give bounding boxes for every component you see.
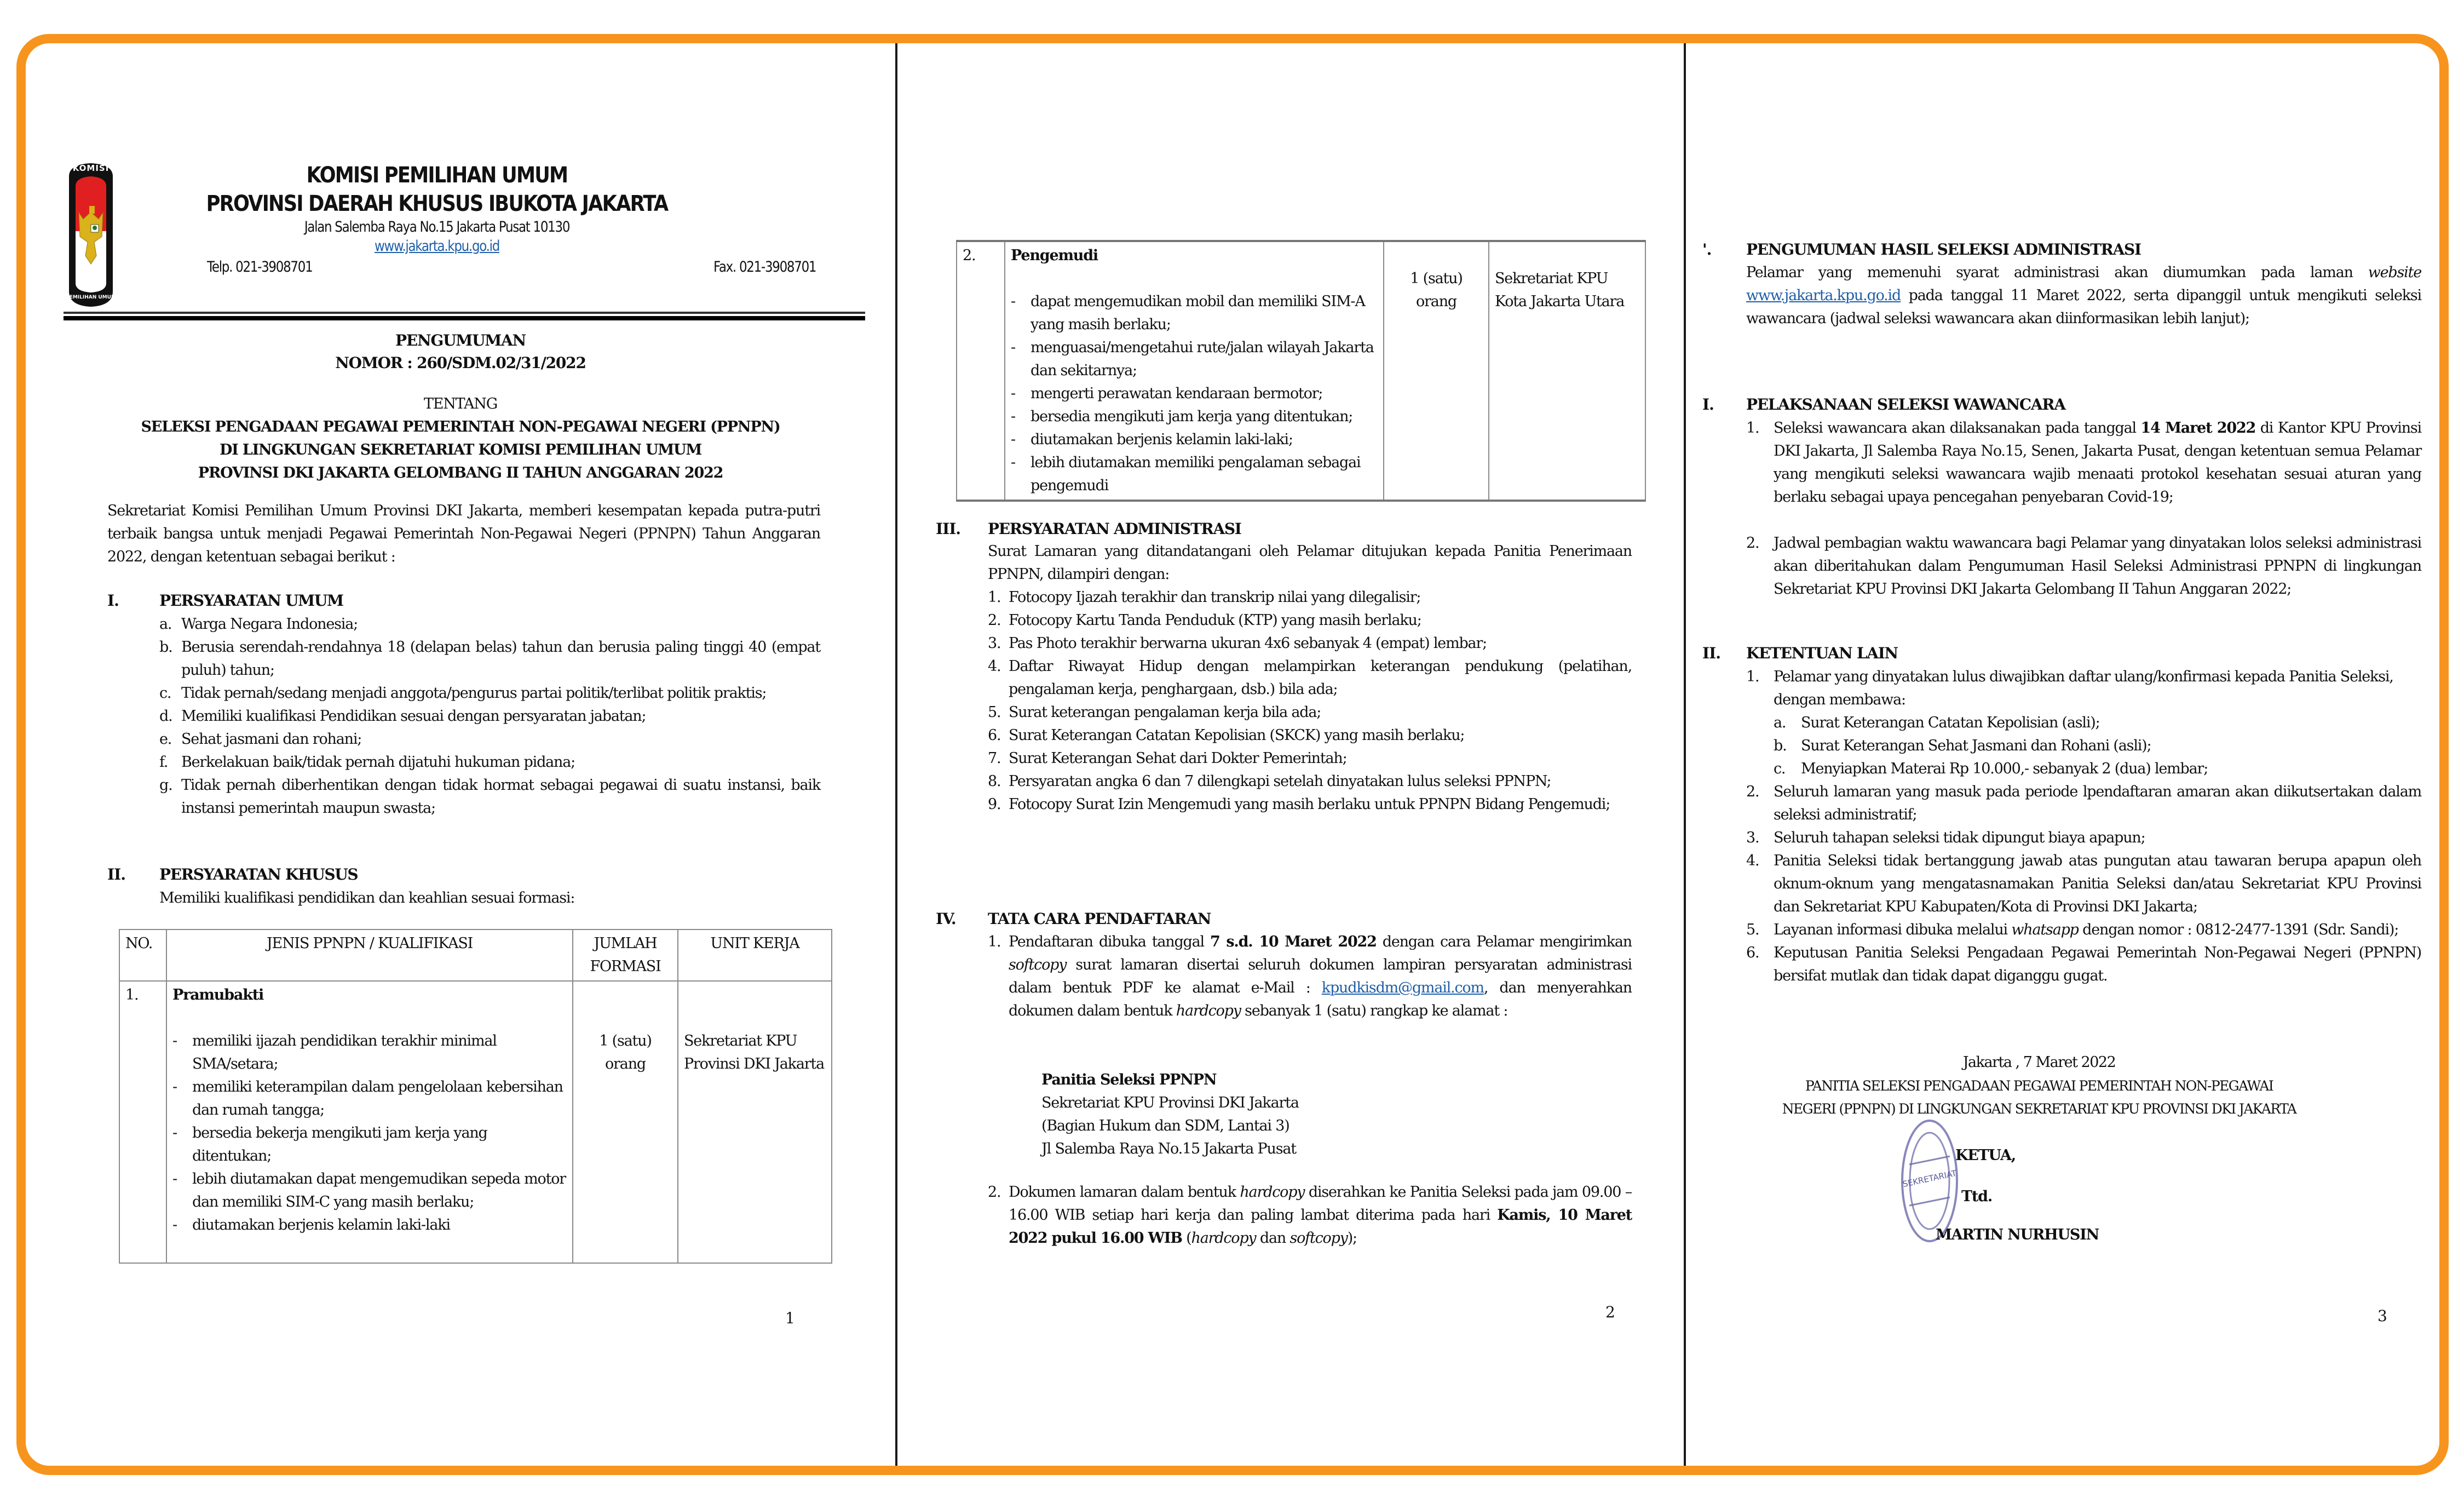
mailing-address: [1041, 1069, 1299, 1161]
stamp-center-text: SEKRETARIAT: [1902, 1168, 1958, 1190]
interview-date: 14 Maret 2022: [2140, 420, 2256, 437]
qualification-item: - memiliki keterampilan dalam pengelolaan kebersihan dan rumah tangga;: [172, 1078, 563, 1118]
deadline: Kamis, 10 Maret 2022 pukul 16.00 WIB: [1009, 1207, 1632, 1247]
section-4-number: IV.: [936, 910, 956, 928]
letterhead-fax: Fax. 021-3908701: [713, 259, 816, 276]
section-6-title: PELAKSANAAN SELEKSI WAWANCARA: [1746, 395, 2065, 414]
signature-committee-line-1: PANITIA SELEKSI PENGADAAN PEGAWAI PEMERINTAH NON-PEGAWAI: [1805, 1078, 2273, 1094]
list-item: 1. Pelamar yang dinyatakan lulus diwajibkan daftar ulang/konfirmasi kepada Panitia Seleksi, dengan membawa: a. Surat Keterangan Catatan Kepolisian (asli); b. Surat Keterangan Sehat Jasmani dan Rohani (asli); c. Menyiapkan Materai Rp 10.000,- sebanyak 2 (dua) lembar;: [1746, 665, 2421, 781]
page-number: 2: [1605, 1303, 1615, 1321]
section-5-body: Pelamar yang memenuhi syarat administrasi akan diumumkan pada laman website www.jakarta.kpu.go.id pada tanggal 11 Maret 2022, serta dipanggil untuk mengikuti seleksi wawancara (jadwal seleksi wawancara akan diinformasikan lebih lanjut);: [1746, 264, 2421, 327]
email-link[interactable]: kpudkisdm@gmail.com: [1321, 979, 1484, 996]
section-7-list: [1746, 665, 2421, 988]
address-name: Panitia Seleksi PPNPN: [1041, 1071, 1217, 1088]
row-qualification: [1005, 241, 1384, 501]
registration-dates: 7 s.d. 10 Maret 2022: [1210, 933, 1377, 950]
formasi-table: [119, 929, 832, 1264]
row-number: 2.: [957, 241, 1005, 501]
signature-committee-line-2: NEGERI (PPNPN) DI LINGKUNGAN SEKRETARIAT KPU PROVINSI DKI JAKARTA: [1782, 1101, 2296, 1117]
page-number: 3: [2377, 1307, 2387, 1325]
list-item: e. Sehat jasmani dan rohani;: [159, 731, 362, 748]
sub-item: b. Surat Keterangan Sehat Jasmani dan Rohani (asli);: [1774, 737, 2151, 754]
section-3-list: [988, 586, 1632, 816]
list-item: f. Berkelakuan baik/tidak pernah dijatuhi hukuman pidana;: [159, 754, 575, 771]
sub-item: c. Menyiapkan Materai Rp 10.000,- sebanyak 2 (dua) lembar;: [1774, 760, 2208, 777]
logo-bottom-text: PEMILIHAN UMUM: [66, 295, 116, 300]
website-link[interactable]: www.jakarta.kpu.go.id: [1746, 287, 1901, 304]
announcement-about: TENTANG: [423, 395, 498, 412]
list-item: 2. Fotocopy Kartu Tanda Penduduk (KTP) yang masih berlaku;: [988, 612, 1421, 629]
section-6-number: I.: [1702, 395, 1714, 414]
page-1: [26, 43, 895, 1466]
section-1-list: [159, 613, 820, 820]
section-2-number: II.: [107, 865, 125, 883]
list-item: b. Berusia serendah-rendahnya 18 (delapan belas) tahun dan berusia paling tinggi 40 (empat puluh) tahun;: [159, 639, 820, 679]
list-item: 3. Pas Photo terakhir berwarna ukuran 4x6 sebanyak 4 (empat) lembar;: [988, 635, 1487, 652]
qualification-item: - diutamakan berjenis kelamin laki-laki: [172, 1217, 450, 1233]
address-line: Jl Salemba Raya No.15 Jakarta Pusat: [1041, 1140, 1296, 1157]
column-header-no: NO.: [119, 930, 166, 981]
list-item: 3. Seluruh tahapan seleksi tidak dipungut biaya apapun;: [1746, 829, 2145, 846]
formasi-table-continued: [956, 240, 1646, 502]
list-item: 4. Daftar Riwayat Hidup dengan melampirkan keterangan pendukung (pelatihan, pengalaman kerja, penghargaan, dsb.) bila ada;: [988, 658, 1632, 698]
list-item: 1. Fotocopy Ijazah terakhir dan transkrip nilai yang dilegalisir;: [988, 589, 1421, 606]
qualification-item: - diutamakan berjenis kelamin laki-laki;: [1011, 431, 1293, 448]
list-item: 4. Panitia Seleksi tidak bertanggung jawab atas pungutan atau tawaran berupa apapun oleh oknum-oknum yang mengatasnamakan Panitia Seleksi dan/atau Sekretariat KPU Provinsi dan Sekretariat KPU Kabupaten/Kota di Provinsi DKI Jakarta;: [1746, 852, 2421, 915]
section-1-title: PERSYARATAN UMUM: [159, 592, 343, 610]
qualification-item: - bersedia bekerja mengikuti jam kerja yang ditentukan;: [172, 1124, 487, 1164]
list-item: d. Memiliki kualifikasi Pendidikan sesuai dengan persyaratan jabatan;: [159, 708, 646, 725]
column-header-unit: UNIT KERJA: [678, 930, 832, 981]
announcement-title: PENGUMUMAN: [395, 331, 526, 349]
row-unit: Sekretariat KPU Kota Jakarta Utara: [1489, 241, 1645, 501]
column-header-jenis: JENIS PPNPN / KUALIFIKASI: [166, 930, 573, 981]
signature-name: MARTIN NURHUSIN: [1936, 1226, 2099, 1243]
section-7-number: II.: [1702, 644, 1720, 662]
section-5-number: '.: [1702, 240, 1712, 259]
section-2-title: PERSYARATAN KHUSUS: [159, 865, 358, 883]
letterhead-website-link[interactable]: www.jakarta.kpu.go.id: [374, 238, 500, 255]
page-3: [1686, 43, 2439, 1466]
section-3-title: PERSYARATAN ADMINISTRASI: [988, 520, 1241, 538]
section-3-intro: Surat Lamaran yang ditandatangani oleh Pelamar ditujukan kepada Panitia Penerimaan PPNPN, dilampiri dengan:: [988, 543, 1632, 583]
position-name: Pengemudi: [1011, 247, 1098, 264]
address-line: (Bagian Hukum dan SDM, Lantai 3): [1041, 1117, 1289, 1134]
interview-item-2: 2. Jadwal pembagian waktu wawancara bagi Pelamar yang dinyatakan lolos seleksi administrasi akan diberitahukan dalam Pengumuman Hasil Seleksi Administrasi PPNPN di lingkungan Sekretariat KPU Provinsi DKI Jakarta Gelombang II Tahun Anggaran 2022;: [1746, 535, 2421, 598]
address-line: Sekretariat KPU Provinsi DKI Jakarta: [1041, 1094, 1299, 1111]
qualification-item: - dapat mengemudikan mobil dan memiliki SIM-A yang masih berlaku;: [1011, 293, 1365, 333]
sub-item: a. Surat Keterangan Catatan Kepolisian (asli);: [1774, 714, 2100, 731]
list-item: 8. Persyaratan angka 6 dan 7 dilengkapi setelah dinyatakan lulus seleksi PPNPN;: [988, 773, 1551, 790]
table-row: [957, 241, 1645, 501]
table-row: [119, 981, 832, 1263]
row-unit: Sekretariat KPU Provinsi DKI Jakarta: [678, 981, 832, 1263]
list-item: a. Warga Negara Indonesia;: [159, 616, 358, 633]
qualification-item: - lebih diutamakan memiliki pengalaman sebagai pengemudi: [1011, 454, 1361, 494]
list-item: 5. Surat keterangan pengalaman kerja bila ada;: [988, 704, 1321, 721]
kpu-emblem-icon: [64, 160, 118, 309]
row-quota: 1 (satu) orang: [573, 981, 678, 1263]
signature-place-date: Jakarta , 7 Maret 2022: [1962, 1054, 2116, 1071]
interview-item-1: 1. Seleksi wawancara akan dilaksanakan pada tanggal 14 Maret 2022 di Kantor KPU Provinsi DKI Jakarta, Jl Salemba Raya No.15, Senen, Jakarta Pusat, dengan ketentuan semua Pelamar yang mengikuti seleksi wawancara wajib menaati protokol kesehatan sesuai aturan yang berlaku sebagai upaya pencegahan penyebaran Covid-19;: [1746, 420, 2421, 506]
section-5-title: PENGUMUMAN HASIL SELEKSI ADMINISTRASI: [1746, 240, 2141, 259]
list-item: 6. Keputusan Panitia Seleksi Pengadaan Pegawai Pemerintah Non-Pegawai Negeri (PPNPN) bersifat mutlak dan tidak dapat diganggu gugat.: [1746, 944, 2421, 984]
signature-role: KETUA,: [1955, 1147, 2016, 1164]
list-item: g. Tidak pernah diberhentikan dengan tidak hormat sebagai pegawai di suatu instansi, baik instansi pemerintah maupun swasta;: [159, 777, 820, 817]
section-1-number: I.: [107, 592, 119, 610]
column-header-jumlah: JUMLAH FORMASI: [573, 930, 678, 981]
registration-step-2: 2. Dokumen lamaran dalam bentuk hardcopy diserahkan ke Panitia Seleksi pada jam 09.00 – 16.00 WIB setiap hari kerja dan paling lambat diterima pada hari Kamis, 10 Maret 2022 pukul 16.00 WIB (hardcopy dan softcopy);: [988, 1184, 1632, 1247]
registration-step-1: 1. Pendaftaran dibuka tanggal 7 s.d. 10 Maret 2022 dengan cara Pelamar mengirimkan softcopy surat lamaran disertai seluruh dokumen lampiran persyaratan administrasi dalam bentuk PDF ke alamat e-Mail : kpudkisdm@gmail.com, dan menyerahkan dokumen dalam bentuk hardcopy sebanyak 1 (satu) rangkap ke alamat :: [988, 933, 1632, 1019]
list-item: 5. Layanan informasi dibuka melalui whatsapp dengan nomor : 0812-2477-1391 (Sdr. Sandi);: [1746, 921, 2399, 938]
letterhead-org: KOMISI PEMILIHAN UMUM: [306, 163, 568, 188]
section-3-number: III.: [936, 520, 961, 538]
signature-signed: Ttd.: [1961, 1188, 1993, 1205]
announcement-subject-2: DI LINGKUNGAN SEKRETARIAT KOMISI PEMILIHAN UMUM: [219, 441, 702, 458]
qualification-item: - mengerti perawatan kendaraan bermotor;: [1011, 385, 1323, 402]
section-2-intro: Memiliki kualifikasi pendidikan dan keahlian sesuai formasi:: [159, 890, 575, 906]
list-item: 9. Fotocopy Surat Izin Mengemudi yang masih berlaku untuk PPNPN Bidang Pengemudi;: [988, 796, 1610, 813]
position-name: Pramubakti: [172, 986, 264, 1003]
page-number: 1: [785, 1309, 795, 1327]
list-item: c. Tidak pernah/sedang menjadi anggota/pengurus partai politik/terlibat politik praktis;: [159, 685, 767, 702]
letterhead-province: PROVINSI DAERAH KHUSUS IBUKOTA JAKARTA: [206, 191, 668, 216]
intro-paragraph: Sekretariat Komisi Pemilihan Umum Provinsi DKI Jakarta, memberi kesempatan kepada putra-putri terbaik bangsa untuk menjadi Pegawai Pemerintah Non-Pegawai Negeri (PPNPN) Tahun Anggaran 2022, dengan ketentuan sebagai berikut :: [107, 502, 820, 565]
announcement-subject-1: SELEKSI PENGADAAN PEGAWAI PEMERINTAH NON-PEGAWAI NEGERI (PPNPN): [141, 418, 780, 435]
list-item: 7. Surat Keterangan Sehat dari Dokter Pemerintah;: [988, 750, 1347, 767]
table-header-row: [119, 930, 832, 981]
row-quota: 1 (satu) orang: [1384, 241, 1489, 501]
letterhead-rule-thin: [64, 312, 865, 314]
list-item: 2. Seluruh lamaran yang masuk pada periode lpendaftaran amaran akan diikutsertakan dalam seleksi administratif;: [1746, 783, 2421, 823]
section-4-title: TATA CARA PENDAFTARAN: [988, 910, 1211, 928]
qualification-item: - menguasai/mengetahui rute/jalan wilayah Jakarta dan sekitarnya;: [1011, 339, 1374, 379]
qualification-item: - bersedia mengikuti jam kerja yang ditentukan;: [1011, 408, 1353, 425]
logo-top-text: KOMISI: [72, 163, 110, 173]
announcement-subject-3: PROVINSI DKI JAKARTA GELOMBANG II TAHUN ANGGARAN 2022: [198, 464, 723, 481]
kpu-logo: [64, 160, 118, 309]
letterhead-phone: Telp. 021-3908701: [207, 259, 313, 276]
list-item: 6. Surat Keterangan Catatan Kepolisian (SKCK) yang masih berlaku;: [988, 727, 1465, 744]
qualification-item: - lebih diutamakan dapat mengemudikan sepeda motor dan memiliki SIM-C yang masih berlaku;: [172, 1171, 566, 1210]
section-7-title: KETENTUAN LAIN: [1746, 644, 1898, 662]
letterhead-rule-thick: [64, 316, 865, 320]
row-qualification: [166, 981, 573, 1263]
row-number: 1.: [119, 981, 166, 1263]
page-2: [897, 43, 1684, 1466]
letterhead-address: Jalan Salemba Raya No.15 Jakarta Pusat 10130: [304, 219, 570, 236]
qualification-item: - memiliki ijazah pendidikan terakhir minimal SMA/setara;: [172, 1032, 497, 1072]
announcement-number: NOMOR : 260/SDM.02/31/2022: [335, 354, 586, 372]
